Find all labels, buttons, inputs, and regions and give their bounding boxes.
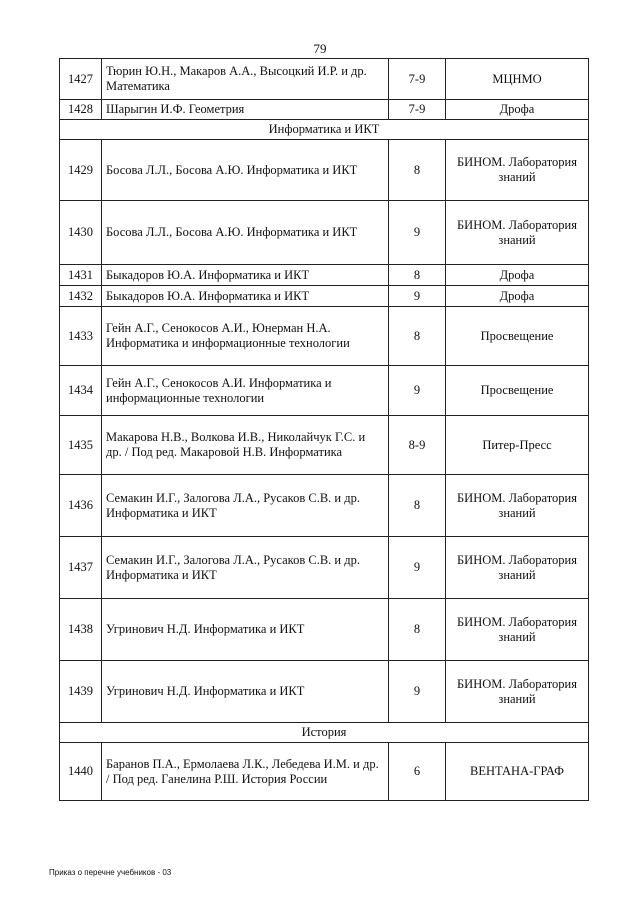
table-row [60,366,589,416]
table-row [60,201,589,265]
grade: 9 [389,366,446,416]
table-row [60,599,589,661]
publisher: БИНОМ. Лаборатория знаний [446,201,589,265]
author-title: Тюрин Ю.Н., Макаров А.А., Высоцкий И.Р. и др. Математика [102,59,389,100]
table-row [60,475,589,537]
publisher: МЦНМО [446,59,589,100]
table-row [60,100,589,120]
publisher: БИНОМ. Лаборатория знаний [446,537,589,599]
author-title: Босова Л.Л., Босова А.Ю. Информатика и ИКТ [102,140,389,201]
publisher: Дрофа [446,100,589,120]
grade: 8 [389,265,446,286]
row-number: 1433 [60,307,102,366]
table-row [60,265,589,286]
section-row [60,120,589,140]
publisher: Просвещение [446,307,589,366]
author-title: Семакин И.Г., Залогова Л.А., Русаков С.В. и др. Информатика и ИКТ [102,475,389,537]
publisher: Дрофа [446,265,589,286]
row-number: 1438 [60,599,102,661]
section-title: Информатика и ИКТ [60,120,589,140]
grade: 8 [389,140,446,201]
publisher: БИНОМ. Лаборатория знаний [446,661,589,723]
publisher: БИНОМ. Лаборатория знаний [446,140,589,201]
table-row [60,286,589,307]
table-row [60,59,589,100]
author-title: Семакин И.Г., Залогова Л.А., Русаков С.В. и др. Информатика и ИКТ [102,537,389,599]
section-title: История [60,723,589,743]
author-title: Баранов П.А., Ермолаева Л.К., Лебедева И.М. и др. / Под ред. Ганелина Р.Ш. История России [102,743,389,801]
row-number: 1435 [60,416,102,475]
row-number: 1427 [60,59,102,100]
grade: 9 [389,286,446,307]
row-number: 1428 [60,100,102,120]
publisher: Питер-Пресс [446,416,589,475]
grade: 8 [389,307,446,366]
author-title: Босова Л.Л., Босова А.Ю. Информатика и ИКТ [102,201,389,265]
author-title: Шарыгин И.Ф. Геометрия [102,100,389,120]
row-number: 1432 [60,286,102,307]
table-row [60,140,589,201]
grade: 8-9 [389,416,446,475]
textbook-table [59,58,589,801]
table-row [60,537,589,599]
footer-note: Приказ о перечне учебников - 03 [49,868,172,877]
table-row [60,661,589,723]
row-number: 1437 [60,537,102,599]
grade: 7-9 [389,59,446,100]
author-title: Гейн А.Г., Сенокосов А.И., Юнерман Н.А. Информатика и информационные технологии [102,307,389,366]
author-title: Угринович Н.Д. Информатика и ИКТ [102,599,389,661]
author-title: Быкадоров Ю.А. Информатика и ИКТ [102,286,389,307]
publisher: Просвещение [446,366,589,416]
author-title: Гейн А.Г., Сенокосов А.И. Информатика и информационные технологии [102,366,389,416]
table-row [60,307,589,366]
table-row [60,743,589,801]
row-number: 1430 [60,201,102,265]
grade: 6 [389,743,446,801]
publisher: БИНОМ. Лаборатория знаний [446,599,589,661]
row-number: 1429 [60,140,102,201]
row-number: 1434 [60,366,102,416]
publisher: БИНОМ. Лаборатория знаний [446,475,589,537]
row-number: 1436 [60,475,102,537]
row-number: 1440 [60,743,102,801]
publisher: ВЕНТАНА-ГРАФ [446,743,589,801]
grade: 9 [389,201,446,265]
author-title: Макарова Н.В., Волкова И.В., Николайчук Г.С. и др. / Под ред. Макаровой Н.В. Информатика [102,416,389,475]
row-number: 1439 [60,661,102,723]
grade: 8 [389,599,446,661]
grade: 7-9 [389,100,446,120]
author-title: Быкадоров Ю.А. Информатика и ИКТ [102,265,389,286]
author-title: Угринович Н.Д. Информатика и ИКТ [102,661,389,723]
grade: 9 [389,661,446,723]
section-row [60,723,589,743]
row-number: 1431 [60,265,102,286]
page-number: 79 [313,41,327,56]
grade: 8 [389,475,446,537]
table-row [60,416,589,475]
publisher: Дрофа [446,286,589,307]
grade: 9 [389,537,446,599]
